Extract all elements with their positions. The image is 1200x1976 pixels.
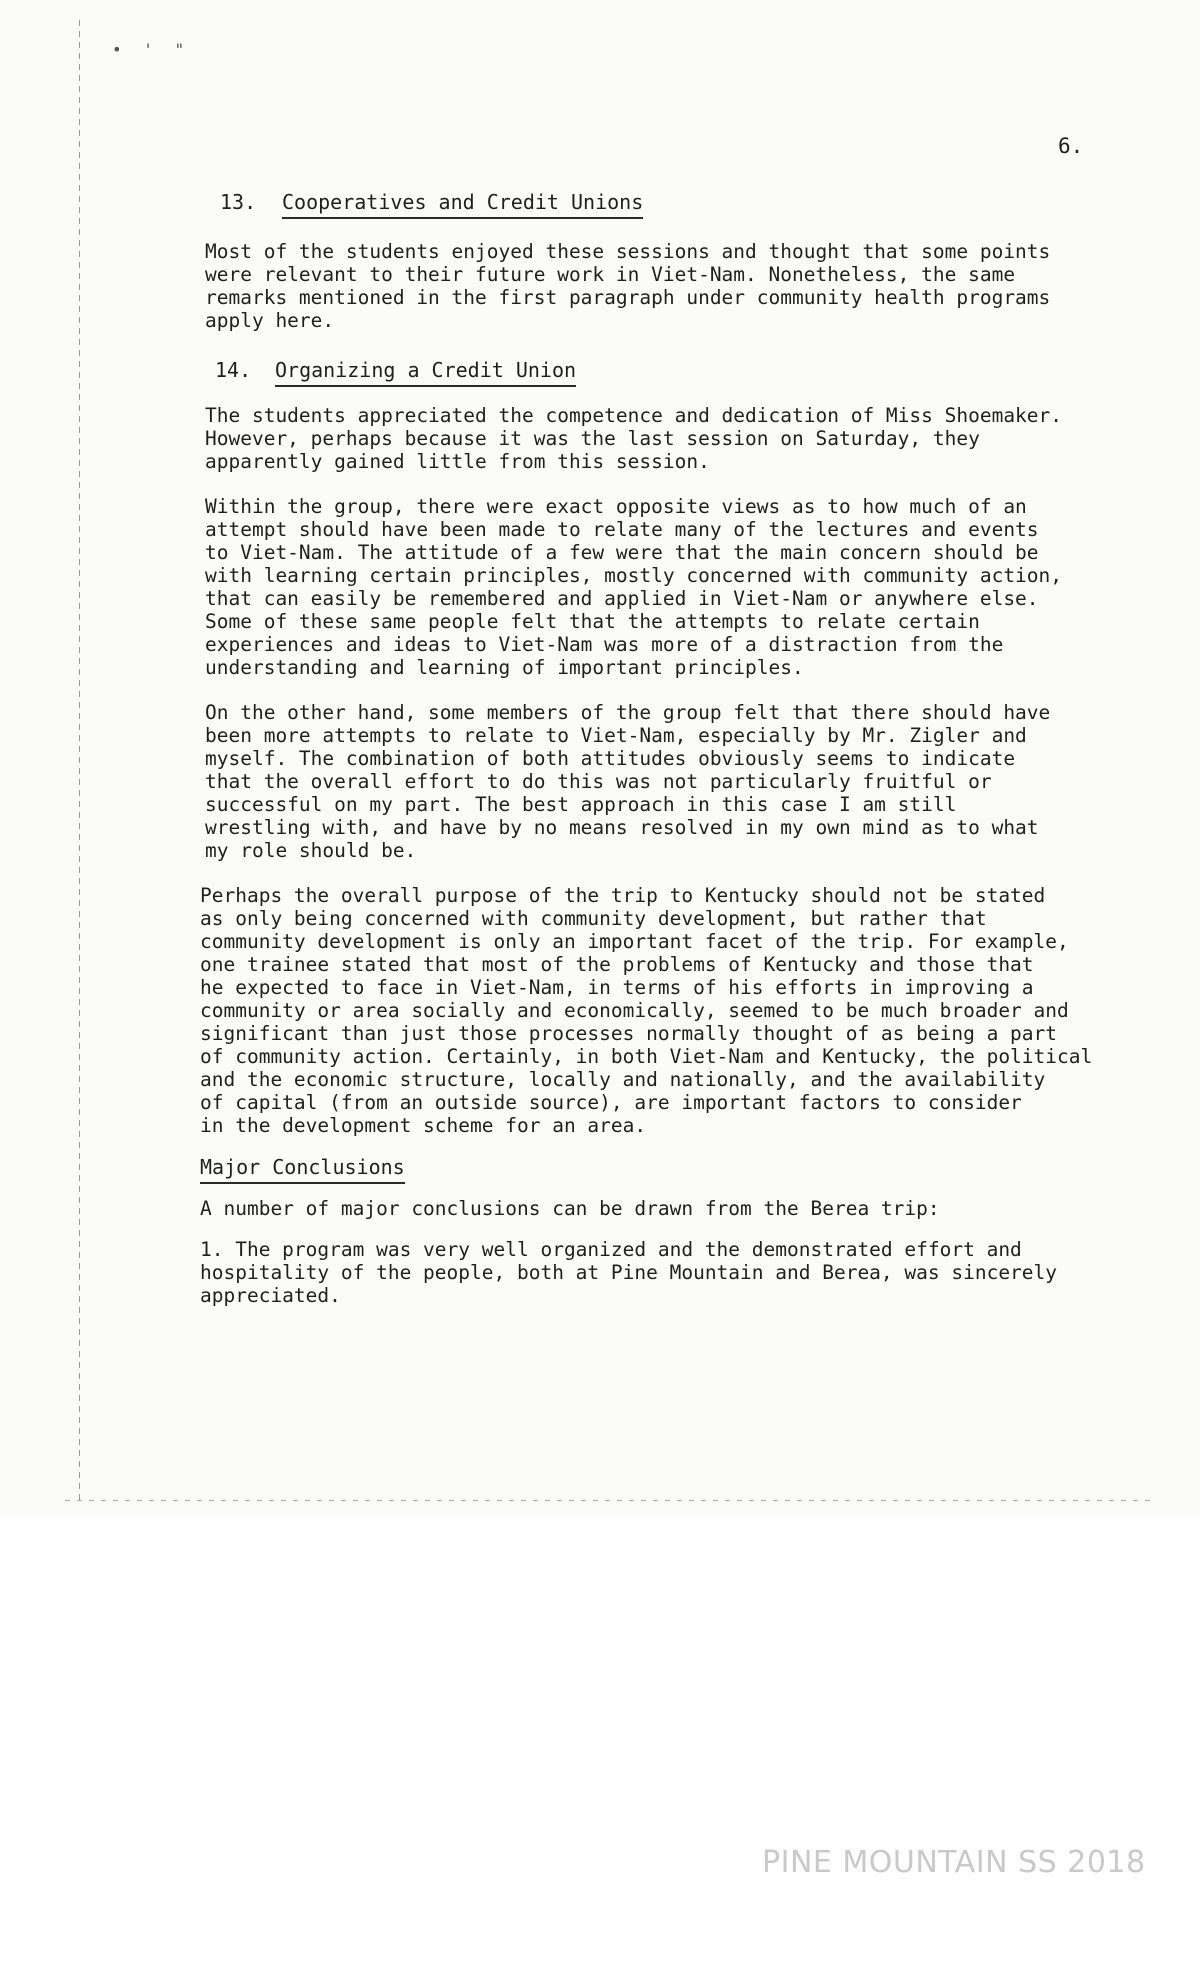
section-number: 13. (220, 190, 257, 214)
section-13-heading (220, 190, 1105, 214)
paragraph: Within the group, there were exact opposite views as to how much of an attempt should have been made to relate many of the lectures and events to Viet-Nam. The attitude of a few were that the main concern should be with learning certain principles, mostly concerned with community action, that can easily be remembered and applied in Viet-Nam or anywhere else. Some of these same people felt that the attempts to relate certain experiences and ideas to Viet-Nam was more of a distraction from the understanding and learning of important principles. (205, 495, 1063, 679)
document-body (200, 190, 1105, 1307)
section-14-heading (215, 358, 1105, 382)
conclusions-title: Major Conclusions (200, 1155, 405, 1184)
conclusions-heading (200, 1155, 1105, 1179)
page-bottom-edge (65, 1500, 1155, 1501)
paragraph: On the other hand, some members of the group felt that there should have been more attempts to relate to Viet-Nam, especially by Mr. Zigler and myself. The combination of both attitudes obviously seems to indicate that the overall effort to do this was not particularly fruitful or successful on my part. The best approach in this case I am still wrestling with, and have by no means resolved in my own mind as to what my role should be. (205, 701, 1051, 862)
watermark-text: PINE MOUNTAIN SS 2018 (762, 1845, 1146, 1880)
paragraph: Perhaps the overall purpose of the trip to Kentucky should not be stated as only being concerned with community development, but rather that community development is only an important facet of the trip. For example, one trainee stated that most of the problems of Kentucky and those that he expected to face in Viet-Nam, in terms of his efforts in improving a community or area socially and economically, seemed to be much broader and significant than just those processes normally thought of as being a part of community action. Certainly, in both Viet-Nam and Kentucky, the political and the economic structure, locally and nationally, and the availability of capital (from an outside source), are important factors to consider in the development scheme for an area. (200, 884, 1093, 1137)
paragraph: The students appreciated the competence and dedication of Miss Shoemaker. However, perhaps because it was the last session on Saturday, they apparently gained little from this session. (205, 404, 1063, 473)
section-title: Organizing a Credit Union (275, 358, 576, 387)
scan-specks: • ' " (112, 40, 191, 59)
conclusion-item-1: 1. The program was very well organized and the demonstrated effort and hospitality of the people, both at Pine Mountain and Berea, was sincerely appreciated. (200, 1238, 1058, 1307)
page-left-edge (79, 20, 80, 1500)
conclusions-intro: A number of major conclusions can be drawn from the Berea trip: (200, 1197, 940, 1220)
section-number: 14. (215, 358, 252, 382)
paragraph: Most of the students enjoyed these sessions and thought that some points were relevant to their future work in Viet-Nam. Nonetheless, the same remarks mentioned in the first paragraph under community health programs apply here. (205, 240, 1051, 332)
page-number: 6. (1058, 134, 1084, 158)
section-title: Cooperatives and Credit Unions (282, 190, 643, 219)
